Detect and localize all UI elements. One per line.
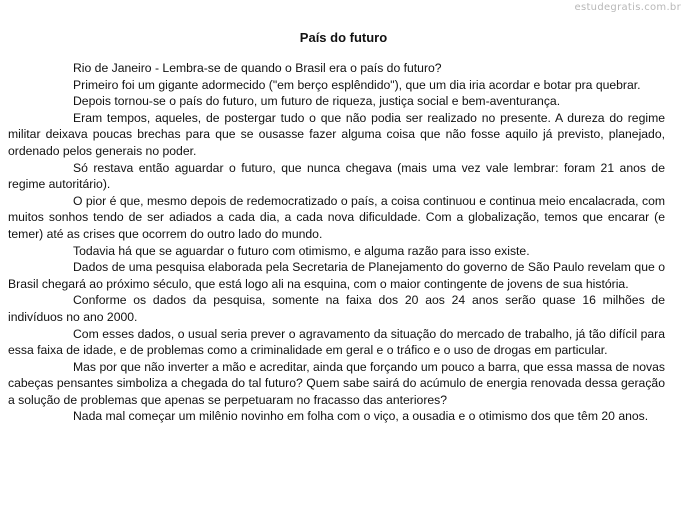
paragraph: Conforme os dados da pesquisa, somente na faixa dos 20 aos 24 anos serão quase 16 milhões de indivíduos no ano 2000. xyxy=(8,293,665,324)
paragraph: Rio de Janeiro - Lembra-se de quando o Brasil era o país do futuro? xyxy=(73,61,442,75)
paragraph: Todavia há que se aguardar o futuro com otimismo, e alguma razão para isso existe. xyxy=(73,243,530,258)
site-watermark: estudegratis.com.br xyxy=(574,2,681,13)
paragraph: Primeiro foi um gigante adormecido ("em berço esplêndido"), que um dia iria acordar e botar pra quebrar. xyxy=(73,77,641,92)
paragraph: Dados de uma pesquisa elaborada pela Secretaria de Planejamento do governo de São Paulo revelam que o Brasil chegará ao próximo século, que está logo ali na esquina, com o maior contingente de jovens de sua história. xyxy=(8,260,665,291)
paragraph: Eram tempos, aqueles, de postergar tudo o que não podia ser realizado no presente. A dureza do regime militar deixava poucas brechas para que se ousasse fazer alguma coisa que não fosse aquilo já previsto, planejado, ordenado pelos generais no poder. xyxy=(8,110,665,158)
paragraph: Só restava então aguardar o futuro, que nunca chegava (mais uma vez vale lembrar: foram 21 anos de regime autoritário). xyxy=(8,160,665,192)
document-body xyxy=(8,30,665,425)
document-title: País do futuro xyxy=(299,30,388,45)
paragraph: Com esses dados, o usual seria prever o agravamento da situação do mercado de trabalho, já tão difícil para essa faixa de idade, e de problemas como a criminalidade em geral e o tráfico e o uso de drogas em particular. xyxy=(8,326,665,358)
paragraph: Mas por que não inverter a mão e acreditar, ainda que forçando um pouco a barra, que essa massa de novas cabeças pensantes simboliza a chegada do tal futuro? Quem sabe sairá do acúmulo de energia renovada dessa geração a solução de problemas que apenas se perpetuaram no fracasso das anteriores? xyxy=(8,359,665,407)
paragraph: Nada mal começar um milênio novinho em folha com o viço, a ousadia e o otimismo dos que têm 20 anos. xyxy=(73,409,649,424)
paragraph: O pior é que, mesmo depois de redemocratizado o país, a coisa continuou e continua meio encalacrada, com muitos sonhos tendo de ser adiados a cada dia, a cada nova dificuldade. Com a globalização, temos que encarar (e temer) até as crises que ocorrem do outro lado do mundo. xyxy=(8,193,665,241)
paragraph: Depois tornou-se o país do futuro, um futuro de riqueza, justiça social e bem-aventurança. xyxy=(73,94,561,109)
